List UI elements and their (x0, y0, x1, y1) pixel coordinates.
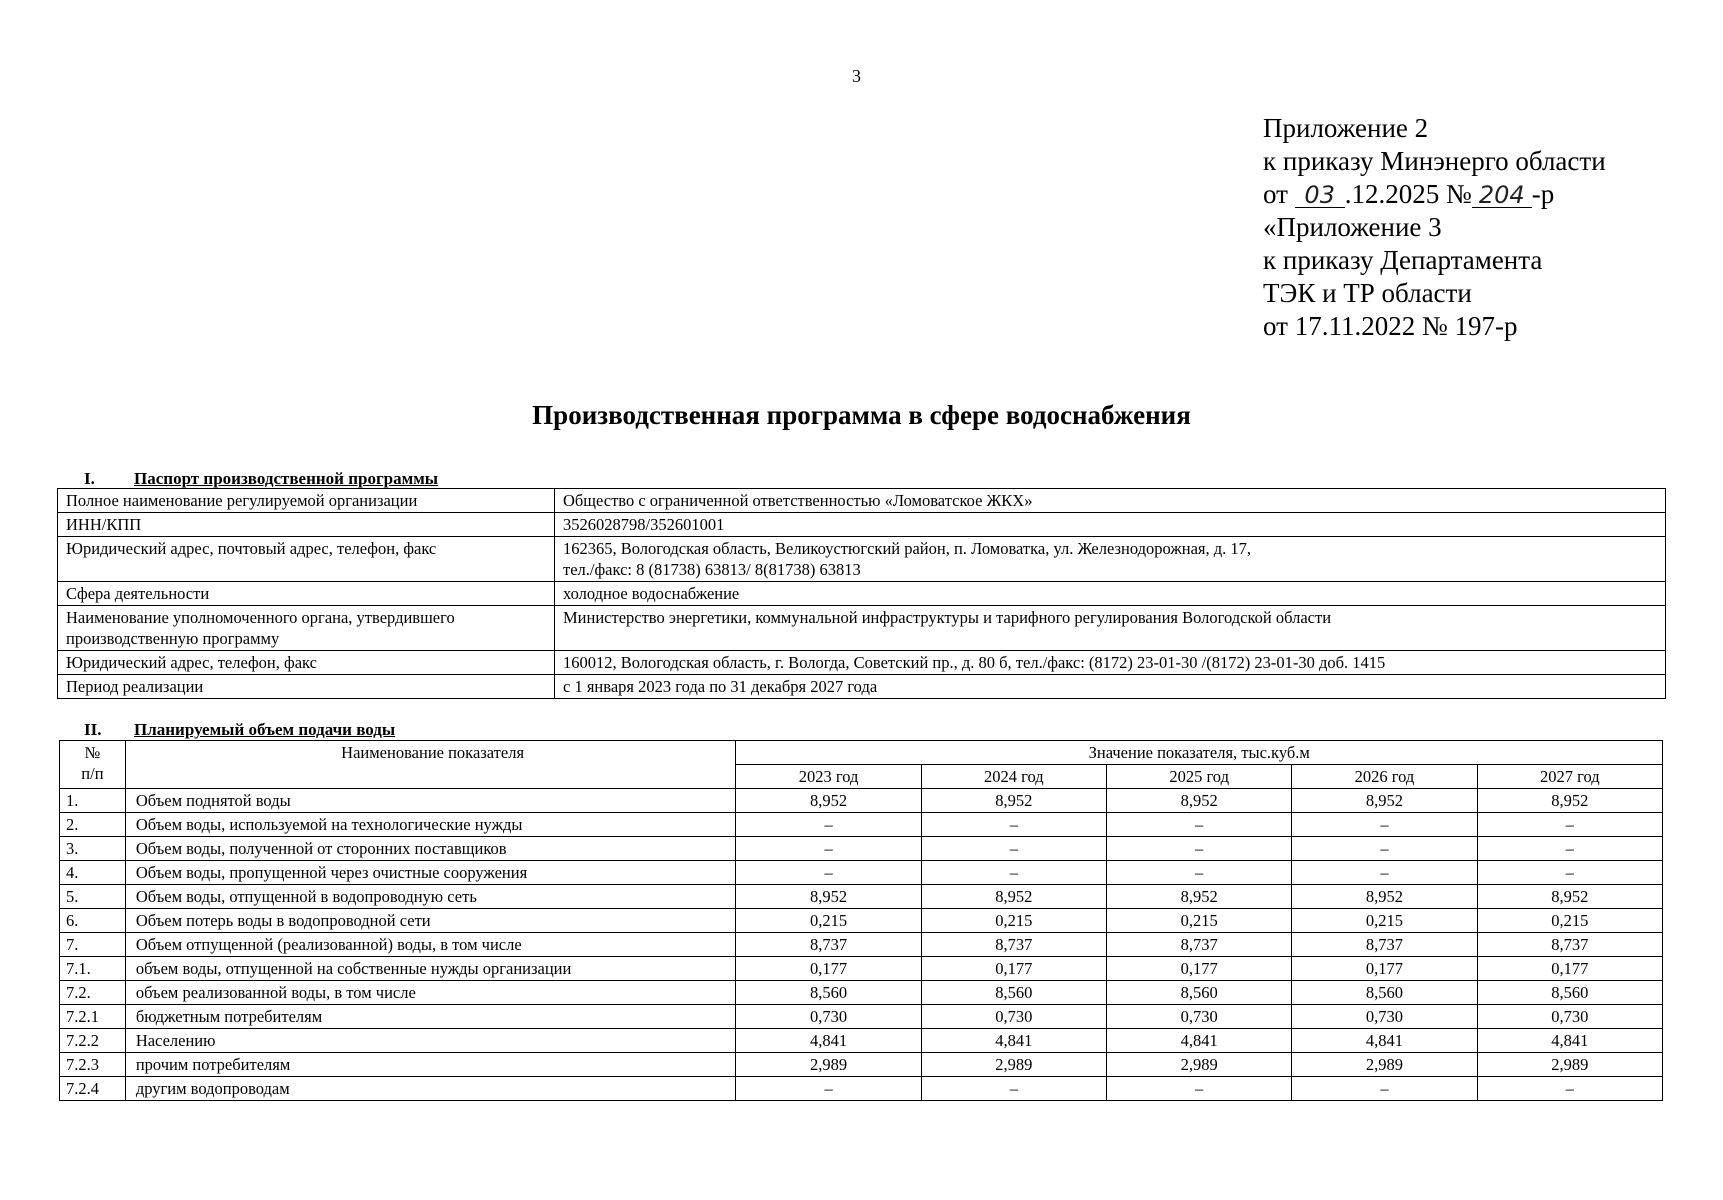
row-number: 7.2. (60, 981, 126, 1005)
indicator-value: 0,215 (736, 909, 921, 933)
indicator-value: 0,215 (1107, 909, 1292, 933)
row-number: 4. (60, 861, 126, 885)
indicator-value: – (736, 861, 921, 885)
table-header-row (60, 741, 1663, 765)
passport-row (58, 675, 1666, 699)
indicator-value: 8,737 (1107, 933, 1292, 957)
column-header-number: № п/п (60, 741, 126, 789)
passport-row (58, 537, 1666, 582)
handwritten-order-number: 204 (1472, 183, 1532, 208)
table-row (60, 1005, 1663, 1029)
indicator-value: 8,952 (1477, 789, 1662, 813)
indicator-value: 0,215 (921, 909, 1106, 933)
row-number: 7. (60, 933, 126, 957)
water-volume-table (59, 740, 1663, 1101)
indicator-value: 8,560 (1292, 981, 1477, 1005)
indicator-value: – (1107, 861, 1292, 885)
annex-line-6: ТЭК и ТР области (1263, 278, 1472, 308)
indicator-value: – (1107, 1077, 1292, 1101)
indicator-value: 8,952 (1292, 885, 1477, 909)
indicator-value: 8,560 (1477, 981, 1662, 1005)
indicator-value: 8,560 (921, 981, 1106, 1005)
indicator-value: 4,841 (1292, 1029, 1477, 1053)
indicator-name: Объем воды, отпущенной в водопроводную сеть (125, 885, 736, 909)
annex-block (1263, 112, 1606, 343)
column-header-year: 2026 год (1292, 765, 1477, 789)
page-number: 3 (852, 66, 861, 86)
passport-row (58, 651, 1666, 675)
table-row (60, 789, 1663, 813)
indicator-value: – (1292, 837, 1477, 861)
indicator-value: 8,560 (1107, 981, 1292, 1005)
annex-line-5: к приказу Департамента (1263, 245, 1543, 275)
row-number: 1. (60, 789, 126, 813)
indicator-value: – (1477, 1077, 1662, 1101)
passport-row (58, 489, 1666, 513)
indicator-value: 2,989 (1292, 1053, 1477, 1077)
indicator-value: 4,841 (1107, 1029, 1292, 1053)
indicator-value: – (921, 813, 1106, 837)
indicator-value: 0,215 (1292, 909, 1477, 933)
indicator-name: Объем воды, полученной от сторонних поставщиков (125, 837, 736, 861)
indicator-value: – (1477, 837, 1662, 861)
indicator-value: 8,952 (736, 789, 921, 813)
passport-key: Сфера деятельности (58, 582, 555, 606)
table-row (60, 909, 1663, 933)
passport-value: холодное водоснабжение (555, 582, 1666, 606)
handwritten-day: 03 (1295, 183, 1345, 208)
annex-date-suffix: -р (1531, 179, 1555, 209)
passport-row (58, 606, 1666, 651)
table-row (60, 837, 1663, 861)
indicator-value: 0,730 (1292, 1005, 1477, 1029)
row-number: 3. (60, 837, 126, 861)
column-header-year: 2027 год (1477, 765, 1662, 789)
indicator-name: Объем потерь воды в водопроводной сети (125, 909, 736, 933)
passport-value: Общество с ограниченной ответственностью «Ломоватское ЖКХ» (555, 489, 1666, 513)
indicator-name: бюджетным потребителям (125, 1005, 736, 1029)
annex-line-1: Приложение 2 (1263, 113, 1429, 143)
indicator-value: – (1292, 813, 1477, 837)
row-number: 7.2.4 (60, 1077, 126, 1101)
passport-key: Полное наименование регулируемой организации (58, 489, 555, 513)
passport-value: Министерство энергетики, коммунальной инфраструктуры и тарифного регулирования Вологодской области (555, 606, 1666, 651)
passport-value: 162365, Вологодская область, Великоустюгский район, п. Ломоватка, ул. Железнодорожная, д. 17, тел./факс: 8 (81738) 63813/ 8(81738) 63813 (555, 537, 1666, 582)
row-number: 2. (60, 813, 126, 837)
indicator-value: – (1107, 837, 1292, 861)
row-number: 7.1. (60, 957, 126, 981)
indicator-name: Объем воды, используемой на технологические нужды (125, 813, 736, 837)
indicator-value: – (1292, 1077, 1477, 1101)
passport-value: с 1 января 2023 года по 31 декабря 2027 года (555, 675, 1666, 699)
table-row (60, 861, 1663, 885)
table-row (60, 813, 1663, 837)
indicator-value: 8,952 (921, 885, 1106, 909)
passport-key: Период реализации (58, 675, 555, 699)
indicator-value: 0,177 (1107, 957, 1292, 981)
indicator-value: 0,215 (1477, 909, 1662, 933)
indicator-name: Объем отпущенной (реализованной) воды, в том числе (125, 933, 736, 957)
indicator-value: 0,730 (736, 1005, 921, 1029)
indicator-value: – (1292, 861, 1477, 885)
table-row (60, 933, 1663, 957)
passport-key: ИНН/КПП (58, 513, 555, 537)
section-1-heading (84, 469, 438, 489)
annex-line-2: к приказу Минэнерго области (1263, 146, 1606, 176)
section-1-title: Паспорт производственной программы (134, 469, 439, 488)
indicator-value: 8,560 (736, 981, 921, 1005)
table-row (60, 1029, 1663, 1053)
passport-key: Юридический адрес, телефон, факс (58, 651, 555, 675)
section-1-number: I. (84, 469, 95, 488)
indicator-value: 2,989 (1107, 1053, 1292, 1077)
indicator-value: 8,952 (1107, 789, 1292, 813)
indicator-value: 8,737 (736, 933, 921, 957)
indicator-value: – (921, 861, 1106, 885)
indicator-name: Населению (125, 1029, 736, 1053)
passport-row (58, 513, 1666, 537)
indicator-value: 8,952 (1292, 789, 1477, 813)
row-number: 7.2.2 (60, 1029, 126, 1053)
indicator-value: – (921, 837, 1106, 861)
passport-table (57, 488, 1666, 699)
indicator-value: – (1107, 813, 1292, 837)
table-row (60, 1077, 1663, 1101)
indicator-name: объем реализованной воды, в том числе (125, 981, 736, 1005)
indicator-value: 0,177 (736, 957, 921, 981)
annex-line-7: от 17.11.2022 № 197-р (1263, 311, 1518, 341)
indicator-value: 8,952 (1477, 885, 1662, 909)
section-2-number: II. (84, 720, 102, 739)
indicator-name: Объем воды, пропущенной через очистные сооружения (125, 861, 736, 885)
passport-value: 3526028798/352601001 (555, 513, 1666, 537)
column-header-values: Значение показателя, тыс.куб.м (736, 741, 1663, 765)
row-number: 7.2.1 (60, 1005, 126, 1029)
indicator-value: – (1477, 861, 1662, 885)
indicator-name: другим водопроводам (125, 1077, 736, 1101)
indicator-value: 8,952 (736, 885, 921, 909)
row-number: 6. (60, 909, 126, 933)
annex-line-3 (1263, 178, 1606, 211)
indicator-value: 0,730 (1107, 1005, 1292, 1029)
indicator-value: 4,841 (921, 1029, 1106, 1053)
indicator-value: 8,737 (1477, 933, 1662, 957)
annex-line-4: «Приложение 3 (1263, 212, 1442, 242)
indicator-value: – (736, 1077, 921, 1101)
passport-key: Наименование уполномоченного органа, утвердившего производственную программу (58, 606, 555, 651)
indicator-value: – (736, 813, 921, 837)
indicator-value: 2,989 (1477, 1053, 1662, 1077)
indicator-value: 8,737 (921, 933, 1106, 957)
annex-date-prefix: от (1263, 179, 1295, 209)
annex-date-middle: .12.2025 № (1344, 179, 1472, 209)
indicator-name: объем воды, отпущенной на собственные нужды организации (125, 957, 736, 981)
passport-value: 160012, Вологодская область, г. Вологда, Советский пр., д. 80 б, тел./факс: (8172) 23-01-30 /(8172) 23-01-30 доб. 1415 (555, 651, 1666, 675)
column-header-year: 2025 год (1107, 765, 1292, 789)
indicator-value: 0,730 (1477, 1005, 1662, 1029)
indicator-name: прочим потребителям (125, 1053, 736, 1077)
indicator-value: 8,952 (1107, 885, 1292, 909)
indicator-value: 4,841 (1477, 1029, 1662, 1053)
table-row (60, 981, 1663, 1005)
indicator-value: 2,989 (736, 1053, 921, 1077)
row-number: 5. (60, 885, 126, 909)
section-2-title: Планируемый объем подачи воды (134, 720, 396, 739)
indicator-value: – (921, 1077, 1106, 1101)
indicator-value: 2,989 (921, 1053, 1106, 1077)
passport-key: Юридический адрес, почтовый адрес, телефон, факс (58, 537, 555, 582)
column-header-name: Наименование показателя (125, 741, 736, 789)
document-title: Производственная программа в сфере водоснабжения (532, 400, 1191, 430)
passport-row (58, 582, 1666, 606)
column-header-year: 2024 год (921, 765, 1106, 789)
row-number: 7.2.3 (60, 1053, 126, 1077)
indicator-value: – (1477, 813, 1662, 837)
indicator-value: – (736, 837, 921, 861)
indicator-value: 0,177 (921, 957, 1106, 981)
indicator-value: 8,952 (921, 789, 1106, 813)
indicator-value: 4,841 (736, 1029, 921, 1053)
column-header-year: 2023 год (736, 765, 921, 789)
indicator-value: 0,177 (1477, 957, 1662, 981)
indicator-value: 0,730 (921, 1005, 1106, 1029)
table-row (60, 1053, 1663, 1077)
indicator-value: 0,177 (1292, 957, 1477, 981)
indicator-value: 8,737 (1292, 933, 1477, 957)
table-row (60, 885, 1663, 909)
indicator-name: Объем поднятой воды (125, 789, 736, 813)
section-2-heading (84, 720, 395, 740)
table-row (60, 957, 1663, 981)
